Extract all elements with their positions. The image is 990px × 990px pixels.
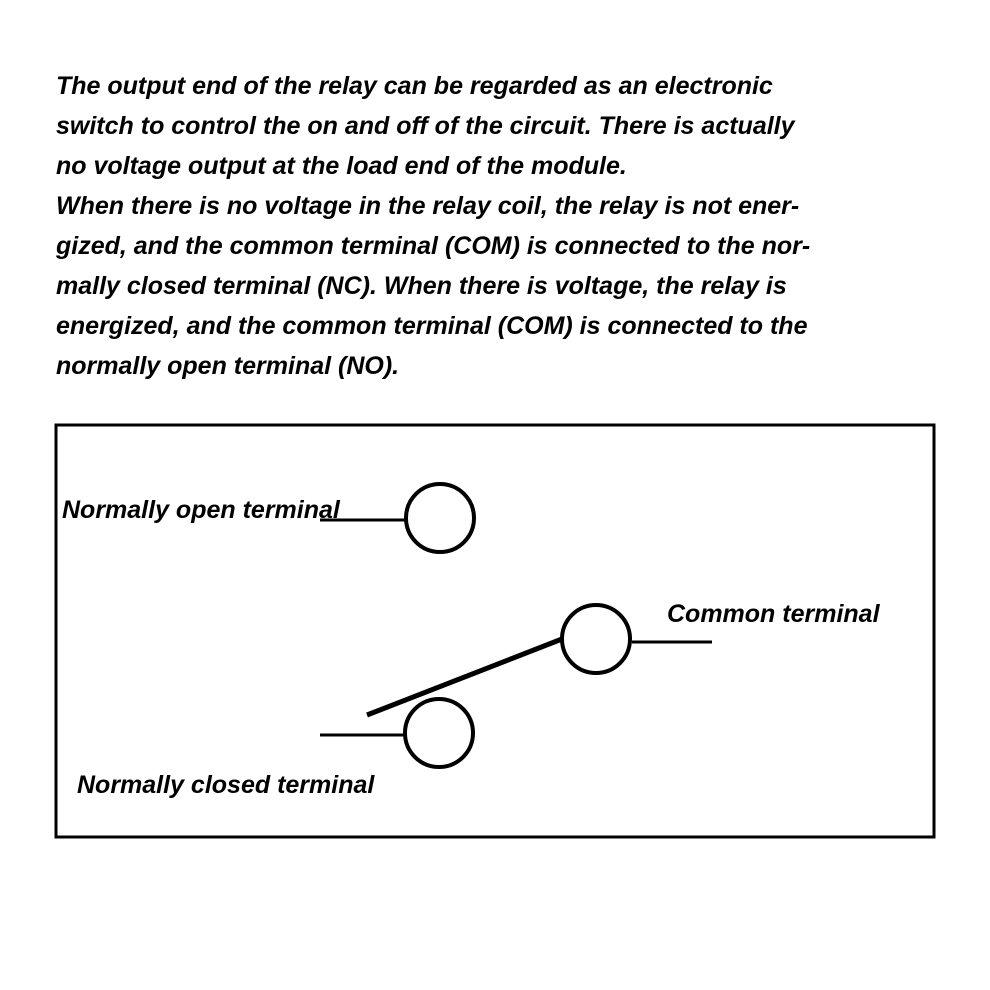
normally-closed-terminal xyxy=(405,699,473,767)
description-paragraph-1: The output end of the relay can be regarded as an electronic switch to control the on and off of the circuit. There is actually no voltage output at the load end of the module. xyxy=(56,72,795,180)
description-paragraph-2: When there is no voltage in the relay coil, the relay is not ener- gized, and the common terminal (COM) is connected to the nor- mally closed terminal (NC). When there is voltage, the relay is energized, and the common terminal (COM) is connected to the normally open terminal (NO). xyxy=(56,192,811,380)
normally-open-terminal xyxy=(406,484,474,552)
switch-arm xyxy=(367,639,562,715)
common-terminal-label: Common terminal xyxy=(667,600,880,628)
common-terminal xyxy=(562,605,630,673)
normally-open-label: Normally open terminal xyxy=(62,496,340,524)
normally-closed-label: Normally closed terminal xyxy=(77,771,375,799)
